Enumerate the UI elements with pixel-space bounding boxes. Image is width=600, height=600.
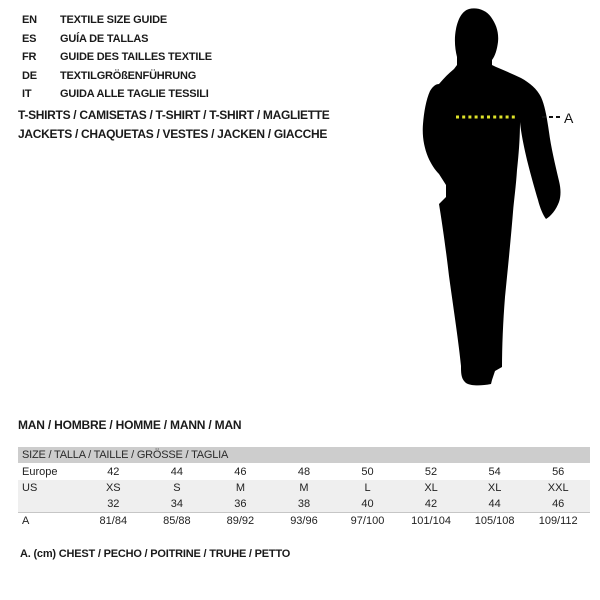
size-cell: 101/104 [399, 512, 463, 530]
size-cell: 32 [82, 496, 146, 512]
size-table-header: SIZE / TALLA / TAILLE / GRÖSSE / TAGLIA [18, 447, 590, 463]
size-cell: M [209, 480, 273, 496]
size-cell: 50 [361, 465, 374, 478]
size-cell: XXL [526, 480, 590, 496]
size-cell: 44 [170, 465, 183, 478]
size-cell: 85/88 [145, 512, 209, 530]
category-list [18, 106, 330, 143]
size-cell: M [272, 480, 336, 496]
category-tshirts: T-SHIRTS / CAMISETAS / T-SHIRT / T-SHIRT / MAGLIETTE [18, 108, 330, 122]
size-cell: 46 [234, 465, 247, 478]
row-label: Europe [22, 465, 58, 478]
measure-label-a: A [564, 110, 574, 126]
measurement-footnote: A. (cm) CHEST / PECHO / POITRINE / TRUHE / PETTO [20, 548, 291, 560]
size-cell: 38 [272, 496, 336, 512]
man-silhouette-shape [423, 8, 561, 385]
language-row-de [22, 67, 212, 86]
size-cell: 36 [209, 496, 273, 512]
size-cell: 40 [336, 496, 400, 512]
size-cell: XL [399, 480, 463, 496]
size-cell: L [336, 480, 400, 496]
size-cell: 56 [552, 465, 565, 478]
size-table-header-row [18, 447, 590, 463]
size-cell: S [145, 480, 209, 496]
size-cell: 42 [107, 465, 120, 478]
size-cell: XS [82, 480, 146, 496]
size-cell: XL [463, 480, 527, 496]
size-cell: 34 [145, 496, 209, 512]
language-list [22, 11, 212, 104]
size-table-row-a [18, 512, 590, 530]
size-cell: 44 [463, 496, 527, 512]
size-cell: 48 [297, 465, 311, 478]
size-cell: 42 [399, 496, 463, 512]
language-row-it [22, 85, 212, 104]
size-table-body [18, 447, 590, 530]
language-row-en [22, 11, 212, 30]
size-cell: 97/100 [336, 512, 400, 530]
size-cell: 93/96 [272, 512, 336, 530]
man-silhouette-svg [390, 0, 590, 410]
category-jackets: JACKETS / CHAQUETAS / VESTES / JACKEN / GIACCHE [18, 126, 328, 141]
size-cell: 46 [526, 496, 590, 512]
language-code: DE [22, 69, 37, 82]
size-cell: 105/108 [463, 512, 527, 530]
size-cell: 81/84 [82, 512, 146, 530]
row-label: US [18, 480, 82, 496]
size-cell: 52 [424, 465, 438, 478]
language-code: FR [22, 51, 37, 64]
man-silhouette-figure [390, 0, 590, 410]
language-label: GUIDE DES TAILLES TEXTILE [60, 51, 212, 64]
language-row-es [22, 30, 212, 49]
size-table-row-us [18, 480, 590, 496]
language-row-fr [22, 48, 212, 67]
language-label: GUIDA ALLE TAGLIE TESSILI [60, 88, 209, 101]
size-table-row-2 [18, 496, 590, 512]
row-label: A [18, 512, 82, 530]
language-code: IT [22, 88, 32, 101]
language-label: TEXTILGRÖßENFÜHRUNG [60, 69, 197, 82]
size-cell: 54 [488, 465, 501, 478]
size-table-row-europe [18, 463, 590, 480]
language-code: EN [22, 14, 37, 27]
language-label: TEXTILE SIZE GUIDE [60, 14, 168, 27]
size-cell: 109/112 [526, 512, 590, 530]
language-label: GUÍA DE TALLAS [60, 32, 149, 45]
size-table [18, 447, 590, 530]
size-cell: 89/92 [209, 512, 273, 530]
language-code: ES [22, 32, 37, 45]
section-title-man: MAN / HOMBRE / HOMME / MANN / MAN [18, 418, 242, 432]
row-label [18, 496, 82, 512]
